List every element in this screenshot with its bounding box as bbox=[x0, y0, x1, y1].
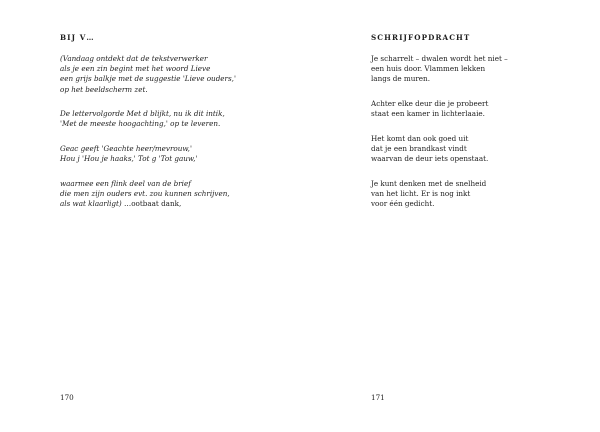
poem-line: Hou j 'Hou je haaks,' Tot g 'Tot gauw,' bbox=[60, 154, 198, 164]
right-page-number: 171 bbox=[371, 393, 385, 402]
left-stanza-1 bbox=[60, 54, 236, 95]
poem-line: De lettervolgorde Met d blijkt, nu ik dit intik, bbox=[60, 109, 225, 119]
right-stanza-4 bbox=[371, 179, 508, 210]
right-stanza-2 bbox=[371, 99, 508, 119]
poem-line: als je een zin begint met het woord Lieve bbox=[60, 64, 211, 74]
right-stanza-3 bbox=[371, 134, 508, 165]
poem-line: Je scharrelt – dwalen wordt het niet – bbox=[371, 54, 508, 63]
poem-line-last bbox=[60, 199, 236, 209]
left-stanza-4 bbox=[60, 179, 236, 210]
poem-line: 'Met de meeste hoogachting,' op te leveren. bbox=[60, 119, 221, 129]
poem-line: langs de muren. bbox=[371, 74, 430, 84]
poem-line: Het komt dan ook goed uit bbox=[371, 133, 469, 143]
left-page-title: BIJ V… bbox=[60, 33, 95, 42]
poem-line: die men zijn ouders evt. zou kunnen schrijven, bbox=[60, 189, 230, 199]
poem-line: voor één gedicht. bbox=[371, 199, 435, 209]
left-poem-body bbox=[60, 54, 236, 224]
poem-line: van het licht. Er is nog inkt bbox=[371, 189, 471, 199]
poem-line: staat een kamer in lichterlaaie. bbox=[371, 109, 485, 119]
poem-line: waarvan de deur iets openstaat. bbox=[371, 154, 489, 164]
poem-line: op het beeldscherm zet. bbox=[60, 84, 148, 94]
right-poem-body bbox=[371, 54, 508, 224]
right-page-title: SCHRIJFOPDRACHT bbox=[371, 33, 471, 42]
left-page-number: 170 bbox=[60, 393, 74, 402]
poem-line: dat je een brandkast vindt bbox=[371, 144, 467, 154]
poem-line: Geac geeft 'Geachte heer/mevrouw,' bbox=[60, 144, 192, 154]
poem-line: Je kunt denken met de snelheid bbox=[371, 179, 487, 188]
left-stanza-3 bbox=[60, 144, 236, 164]
left-stanza-2 bbox=[60, 109, 236, 129]
poem-line-upright-part: …ootbaat dank, bbox=[121, 199, 182, 209]
poem-line: een huis door. Vlammen lekken bbox=[371, 64, 486, 74]
poem-line-italic-part: als wat klaarligt) bbox=[60, 199, 122, 209]
poem-line: Achter elke deur die je probeert bbox=[371, 99, 489, 109]
poem-line: waarmee een flink deel van de brief bbox=[60, 179, 191, 188]
right-page bbox=[300, 0, 600, 432]
poem-line: een grijs balkje met de suggestie 'Lieve ouders,' bbox=[60, 74, 236, 84]
poem-line: (Vandaag ontdekt dat de tekstverwerker bbox=[60, 54, 208, 63]
right-stanza-1 bbox=[371, 54, 508, 85]
